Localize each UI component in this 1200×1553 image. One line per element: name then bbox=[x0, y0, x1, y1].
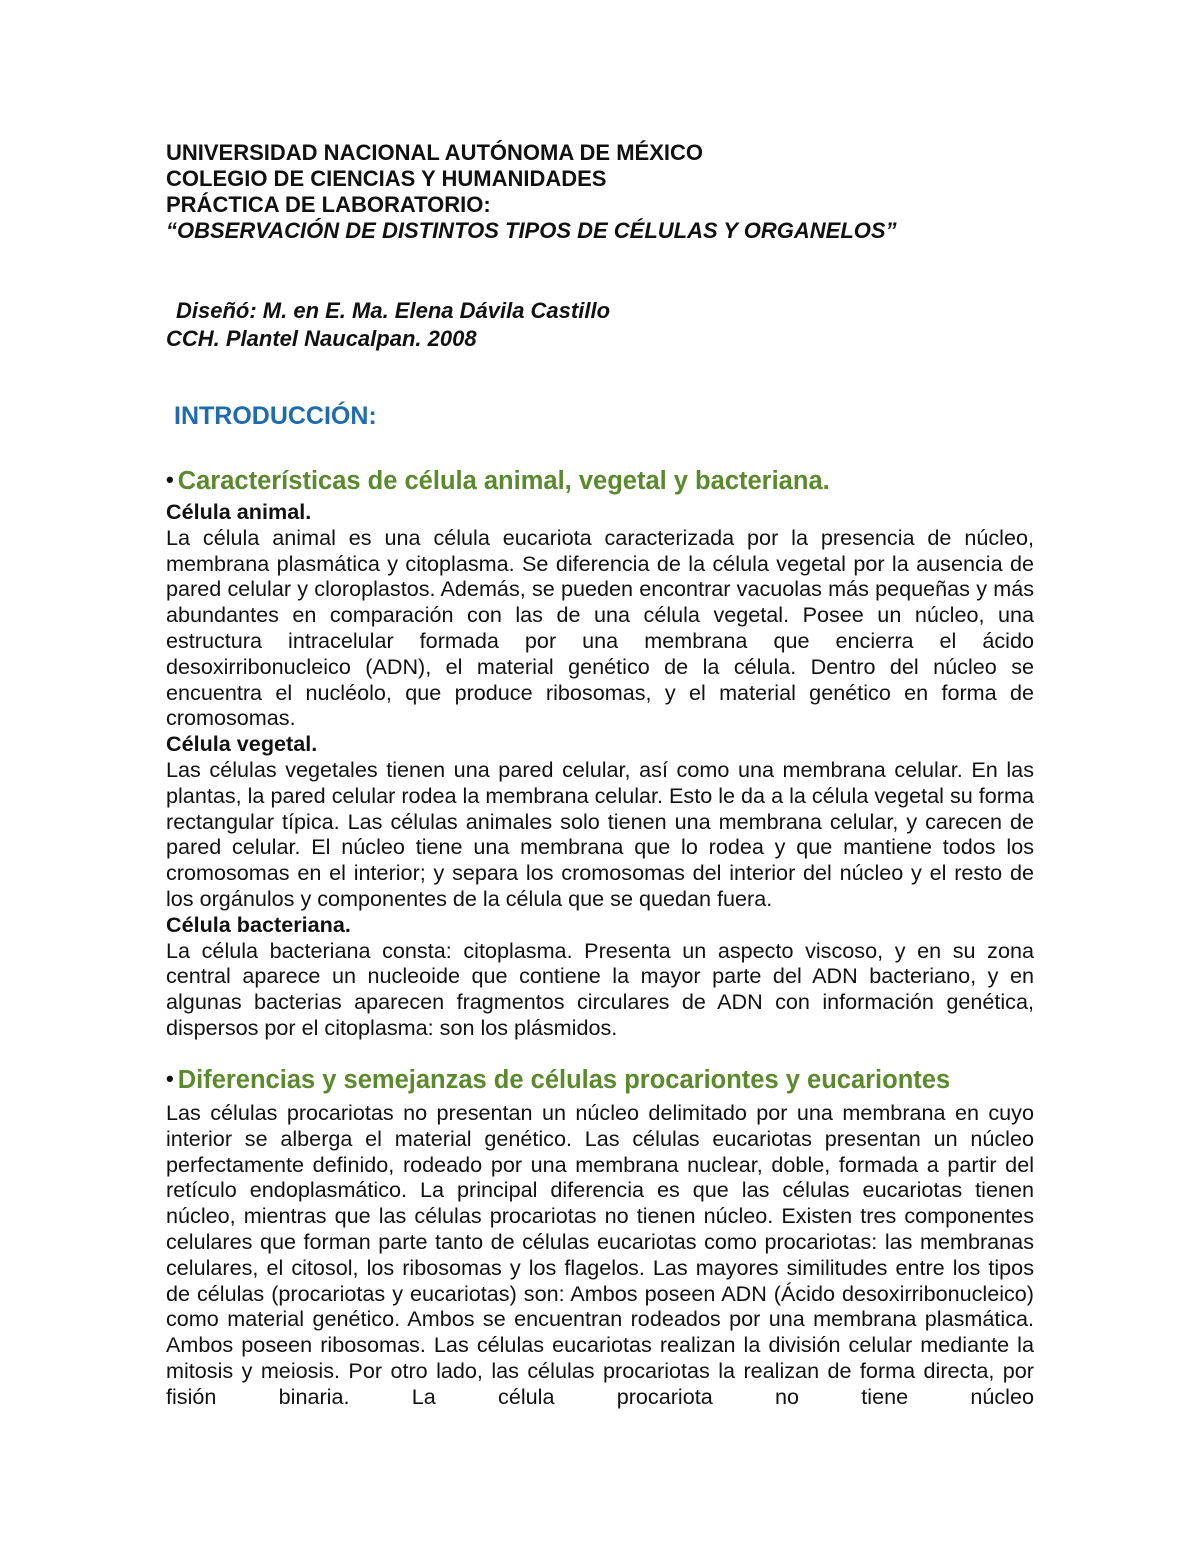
practice-title: “OBSERVACIÓN DE DISTINTOS TIPOS DE CÉLULAS Y ORGANELOS” bbox=[166, 218, 897, 243]
bullet-icon: • bbox=[166, 1066, 174, 1091]
introduction-heading: INTRODUCCIÓN: bbox=[174, 402, 377, 430]
college-name: COLEGIO DE CIENCIAS Y HUMANIDADES bbox=[166, 166, 607, 191]
section-body-differences bbox=[166, 1100, 1034, 1410]
campus-line: CCH. Plantel Naucalpan. 2008 bbox=[166, 326, 477, 351]
subtitle-bacterial-cell: Célula bacteriana. bbox=[166, 911, 351, 937]
author-line: Diseñó: M. en E. Ma. Elena Dávila Castillo bbox=[176, 298, 611, 323]
practice-label: PRÁCTICA DE LABORATORIO: bbox=[166, 192, 491, 217]
section-title-text: Diferencias y semejanzas de células procariontes y eucariontes bbox=[177, 1066, 951, 1094]
subtitle-plant-cell: Célula vegetal. bbox=[166, 731, 318, 757]
document-header bbox=[166, 140, 897, 244]
author-block bbox=[166, 297, 610, 353]
section-title-text: Características de célula animal, vegetal y bacteriana. bbox=[177, 467, 830, 495]
university-name: UNIVERSIDAD NACIONAL AUTÓNOMA DE MÉXICO bbox=[166, 140, 703, 165]
paragraph-animal-cell: La célula animal es una célula eucariota caracterizada por la presencia de núcleo, membrana plasmática y citoplasma. Se diferencia de la célula vegetal por la ausencia de pared celular y cloroplastos. Además, se pueden encontrar vacuolas más pequeñas y más abundantes en comparación con las de una célula vegetal. Posee un núcleo, una estructura intracelular formada por una membrana que encierra el ácido desoxirribonucleico (ADN), el material genético de la célula. Dentro del núcleo se encuentra el nucléolo, que produce ribosomas, y el material genético en forma de cromosomas. bbox=[166, 524, 1034, 731]
section-body-characteristics bbox=[166, 499, 1034, 1041]
bullet-icon: • bbox=[166, 467, 174, 492]
subtitle-animal-cell: Célula animal. bbox=[166, 499, 312, 524]
paragraph-bacterial-cell: La célula bacteriana consta: citoplasma. Presenta un aspecto viscoso, y en su zona central aparece un nucleoide que contiene la mayor parte del ADN bacteriano, y en algunas bacterias aparecen fragmentos circulares de ADN con información genética, dispersos por el citoplasma: son los plásmidos. bbox=[166, 937, 1034, 1040]
section-title-characteristics bbox=[166, 467, 830, 496]
section-title-differences bbox=[166, 1066, 950, 1095]
paragraph-differences: Las células procariotas no presentan un núcleo delimitado por una membrana en cuyo interior se alberga el material genético. Las células eucariotas presentan un núcleo perfectamente definido, rodeado por una membrana nuclear, doble, formada a partir del retículo endoplasmático. La principal diferencia es que las células eucariotas tienen núcleo, mientras que las células procariotas no tienen núcleo. Existen tres componentes celulares que forman parte tanto de células eucariotas como procariotas: las membranas celulares, el citosol, los ribosomas y los flagelos. Las mayores similitudes entre los tipos de células (procariotas y eucariotas) son: Ambos poseen ADN (Ácido desoxirribonucleico) como material genético. Ambos se encuentran rodeados por una membrana plasmática. Ambos poseen ribosomas. Las células eucariotas realizan la división celular mediante la mitosis y meiosis. Por otro lado, las células procariotas la realizan de forma directa, por fisión binaria. La célula procariota no tiene núcleo bbox=[166, 1100, 1034, 1409]
paragraph-plant-cell: Las células vegetales tienen una pared celular, así como una membrana celular. En las plantas, la pared celular rodea la membrana celular. Esto le da a la célula vegetal su forma rectangular típica. Las células animales solo tienen una membrana celular, y carecen de pared celular. El núcleo tiene una membrana que lo rodea y que mantiene todos los cromosomas en el interior; y separa los cromosomas del interior del núcleo y el resto de los orgánulos y componentes de la célula que se quedan fuera. bbox=[166, 756, 1034, 911]
